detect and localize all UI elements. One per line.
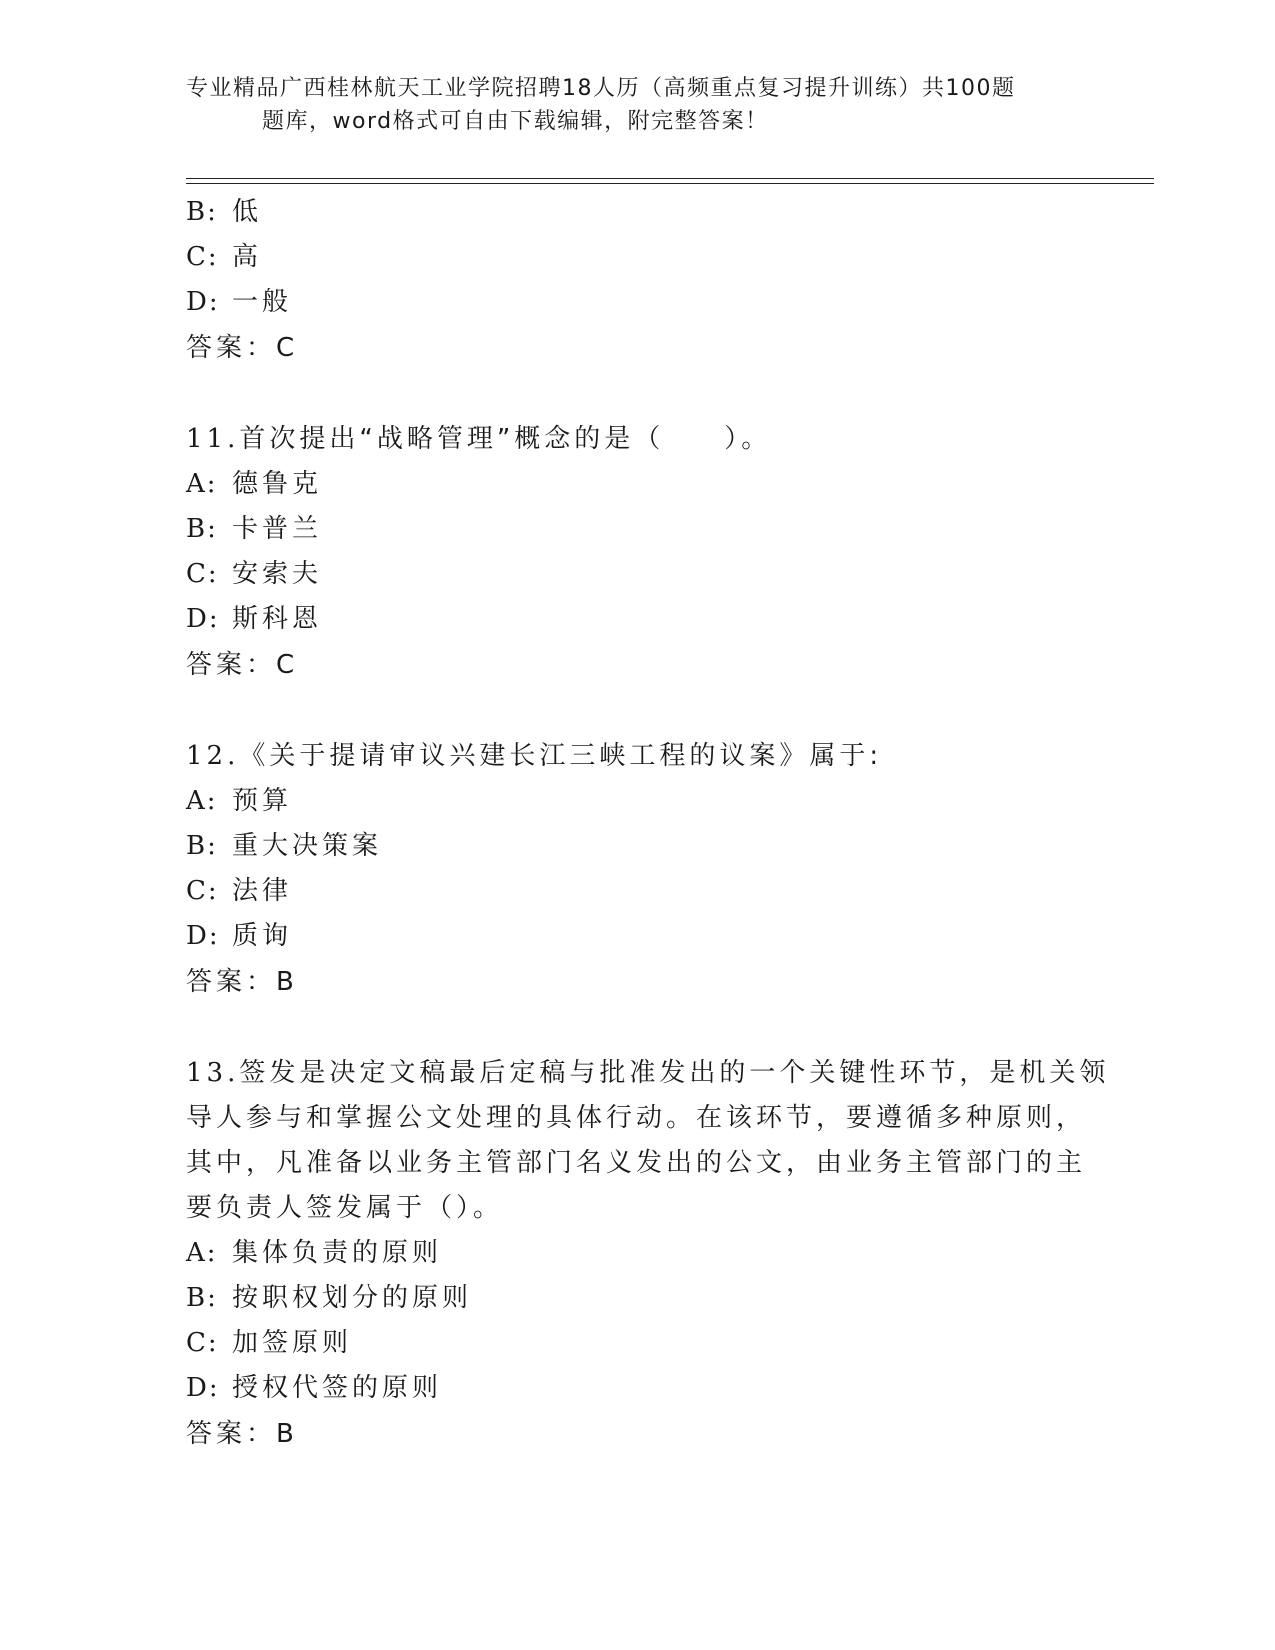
question-number: 13. <box>186 1058 240 1088</box>
answer-line <box>186 325 1086 372</box>
answer-value: B <box>276 967 298 997</box>
answer-value: C <box>276 333 299 363</box>
option-key: C: <box>186 242 219 272</box>
option-key: D: <box>186 1373 220 1403</box>
option-row <box>186 597 1086 642</box>
option-text: 安索夫 <box>232 559 323 589</box>
option-key: A: <box>186 1238 218 1268</box>
option-key: B: <box>186 831 218 861</box>
question-text: 其中，凡准备以业务主管部门名义发出的公文，由业务主管部门的主 <box>186 1148 1087 1178</box>
option-row <box>186 1321 1086 1366</box>
question-title-line <box>186 1141 1086 1186</box>
option-key: D: <box>186 287 220 317</box>
question-title-line <box>186 1051 1110 1096</box>
option-row <box>186 235 1086 280</box>
question-13 <box>186 1051 1110 1458</box>
option-text: 低 <box>232 197 263 227</box>
option-key: C: <box>186 559 219 589</box>
header-title-line-2: 题库，word格式可自由下载编辑，附完整答案！ <box>262 109 769 134</box>
option-row <box>186 507 1086 552</box>
answer-label: 答案： <box>186 333 277 363</box>
option-text: 按职权划分的原则 <box>232 1283 473 1313</box>
option-key: A: <box>186 469 218 499</box>
question-text: 《关于提请审议兴建长江三峡工程的议案》属于: <box>239 741 883 771</box>
option-row <box>186 824 1086 869</box>
option-text: 德鲁克 <box>232 469 323 499</box>
option-text: 重大决策案 <box>232 831 383 861</box>
option-key: B: <box>186 514 218 544</box>
option-key: B: <box>186 1283 218 1313</box>
option-row <box>186 1276 1086 1321</box>
option-text: 法律 <box>232 876 293 906</box>
option-text: 一般 <box>232 287 293 317</box>
option-row <box>186 914 1086 959</box>
question-title <box>186 734 1086 779</box>
option-text: 卡普兰 <box>232 514 323 544</box>
answer-label: 答案： <box>186 1419 277 1449</box>
header-title-line-1: 专业精品广西桂林航天工业学院招聘18人历（高频重点复习提升训练）共100题 <box>186 76 1016 101</box>
question-number: 12. <box>186 741 240 771</box>
question-text: 导人参与和掌握公文处理的具体行动。在该环节，要遵循多种原则， <box>186 1103 1087 1133</box>
answer-line <box>186 642 1086 689</box>
option-key: B: <box>186 197 218 227</box>
option-row <box>186 462 1086 507</box>
option-text: 集体负责的原则 <box>232 1238 443 1268</box>
header-divider-bottom <box>186 183 1154 184</box>
option-row <box>186 280 1086 325</box>
option-row <box>186 869 1086 914</box>
option-row <box>186 190 1086 235</box>
document-header <box>186 72 1066 138</box>
question-text: 签发是决定文稿最后定稿与批准发出的一个关键性环节，是机关领 <box>239 1058 1110 1088</box>
question-12 <box>186 734 1086 1006</box>
question-text: 要负责人签发属于（）。 <box>186 1193 504 1223</box>
option-text: 授权代签的原则 <box>232 1373 443 1403</box>
question-text: 首次提出“战略管理”概念的是（ ）。 <box>239 424 772 454</box>
option-text: 预算 <box>232 786 293 816</box>
header-divider-top <box>186 178 1154 179</box>
question-title-line <box>186 1096 1086 1141</box>
question-list <box>186 190 1110 1458</box>
option-key: D: <box>186 604 220 634</box>
question-title <box>186 417 1086 462</box>
answer-value: C <box>276 650 299 680</box>
question-11 <box>186 417 1086 689</box>
option-text: 质询 <box>232 921 293 951</box>
answer-label: 答案： <box>186 650 277 680</box>
option-row <box>186 779 1086 824</box>
option-text: 斯科恩 <box>232 604 323 634</box>
option-row <box>186 1366 1086 1411</box>
answer-value: B <box>276 1419 298 1449</box>
question-title-line <box>186 1186 1086 1231</box>
option-key: C: <box>186 1328 219 1358</box>
option-key: A: <box>186 786 218 816</box>
answer-line <box>186 959 1086 1006</box>
option-row <box>186 552 1086 597</box>
option-key: D: <box>186 921 220 951</box>
answer-label: 答案： <box>186 967 277 997</box>
option-key: C: <box>186 876 219 906</box>
answer-line <box>186 1411 1086 1458</box>
option-text: 高 <box>232 242 263 272</box>
question-number: 11. <box>186 424 240 454</box>
option-text: 加签原则 <box>232 1328 353 1358</box>
question-10-fragment <box>186 190 1086 372</box>
option-row <box>186 1231 1086 1276</box>
